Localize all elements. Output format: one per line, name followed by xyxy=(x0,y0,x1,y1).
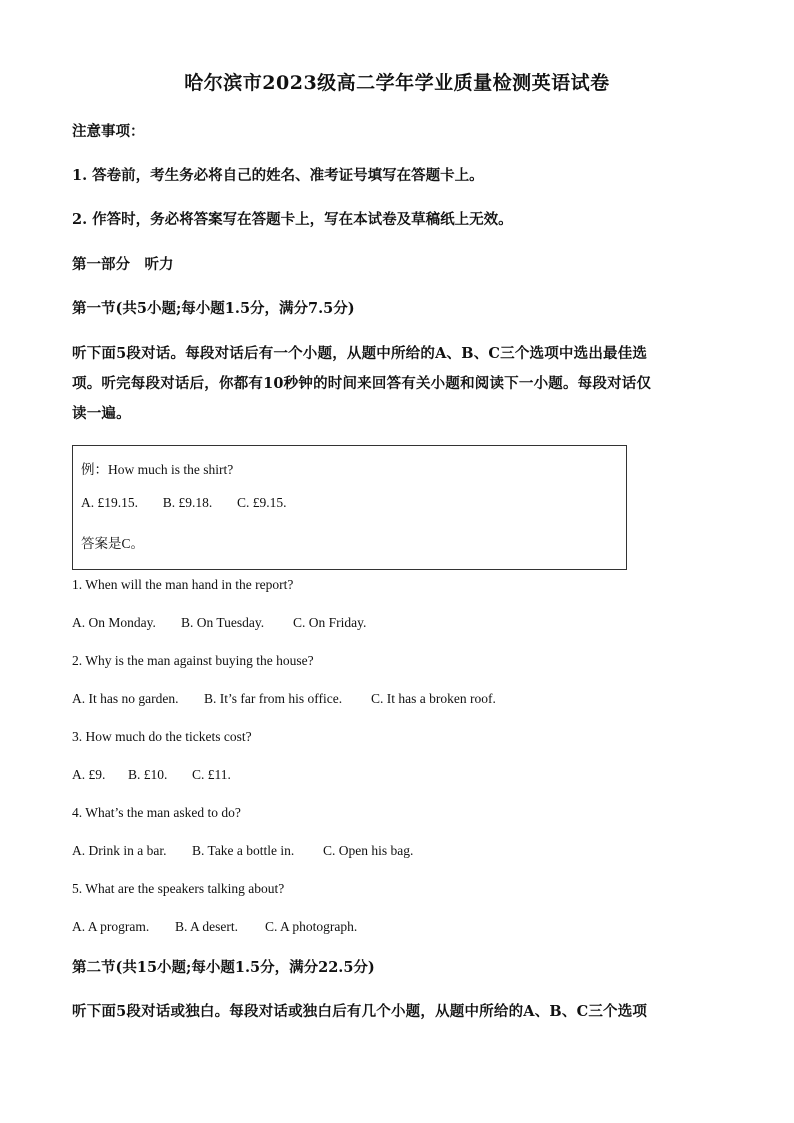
option-c: C. On Friday. xyxy=(293,615,367,630)
question-1: 1. When will the man hand in the report? xyxy=(72,577,294,592)
instruction-line: 听下面5段对话或独白。每段对话或独白后有几个小题，从题中所给的A、B、C三个选项 xyxy=(72,1003,648,1020)
exam-title: 哈尔滨市2023级高二学年学业质量检测英语试卷 xyxy=(184,72,610,94)
section2-heading: 第二节(共15小题;每小题1.5分，满分22.5分) xyxy=(72,959,375,976)
example-answer: 答案是C。 xyxy=(81,536,145,551)
notice-item-1: 1. 答卷前，考生务必将自己的姓名、准考证号填写在答题卡上。 xyxy=(72,167,484,184)
instruction-line: 听下面5段对话。每段对话后有一个小题，从题中所给的A、B、C三个选项中选出最佳选 xyxy=(72,345,648,362)
option-b: B. A desert. xyxy=(175,919,238,934)
question-3: 3. How much do the tickets cost? xyxy=(72,729,252,744)
question-1-options xyxy=(72,615,366,631)
example-box xyxy=(72,445,627,570)
option-b: B. £10. xyxy=(128,767,168,782)
option-c: C. £11. xyxy=(192,767,231,782)
option-b: B. On Tuesday. xyxy=(181,615,265,630)
instruction-line: 项。听完每段对话后，你都有10秒钟的时间来回答有关小题和阅读下一小题。每段对话仅 xyxy=(72,375,652,392)
option-a: A. Drink in a bar. xyxy=(72,843,167,858)
question-2-options xyxy=(72,691,496,707)
notice-heading: 注意事项： xyxy=(72,123,145,140)
option-a: A. £9. xyxy=(72,767,106,782)
instruction-line: 读一遍。 xyxy=(72,405,131,422)
question-5: 5. What are the speakers talking about? xyxy=(72,881,285,896)
option-a: A. It has no garden. xyxy=(72,691,179,706)
section2-instructions xyxy=(72,997,722,1027)
part1-heading: 第一部分 听力 xyxy=(72,256,174,273)
option-b: B. Take a bottle in. xyxy=(192,843,295,858)
notice-item-2: 2. 作答时，务必将答案写在答题卡上，写在本试卷及草稿纸上无效。 xyxy=(72,211,513,228)
option-c: C. A photograph. xyxy=(265,919,358,934)
option-c: C. Open his bag. xyxy=(323,843,414,858)
example-question: 例：How much is the shirt? xyxy=(81,462,234,477)
option-a: A. On Monday. xyxy=(72,615,156,630)
example-options xyxy=(81,495,287,511)
option-b: B. It’s far from his office. xyxy=(204,691,343,706)
question-5-options xyxy=(72,919,357,935)
example-option-c: C. £9.15. xyxy=(237,495,287,510)
question-4-options xyxy=(72,843,413,859)
example-option-a: A. £19.15. xyxy=(81,495,138,510)
question-2: 2. Why is the man against buying the house? xyxy=(72,653,314,668)
section1-heading: 第一节(共5小题;每小题1.5分，满分7.5分) xyxy=(72,300,355,317)
option-a: A. A program. xyxy=(72,919,150,934)
option-c: C. It has a broken roof. xyxy=(371,691,496,706)
example-option-b: B. £9.18. xyxy=(162,495,213,510)
question-3-options xyxy=(72,767,231,783)
section1-instructions xyxy=(72,339,722,429)
question-4: 4. What’s the man asked to do? xyxy=(72,805,241,820)
